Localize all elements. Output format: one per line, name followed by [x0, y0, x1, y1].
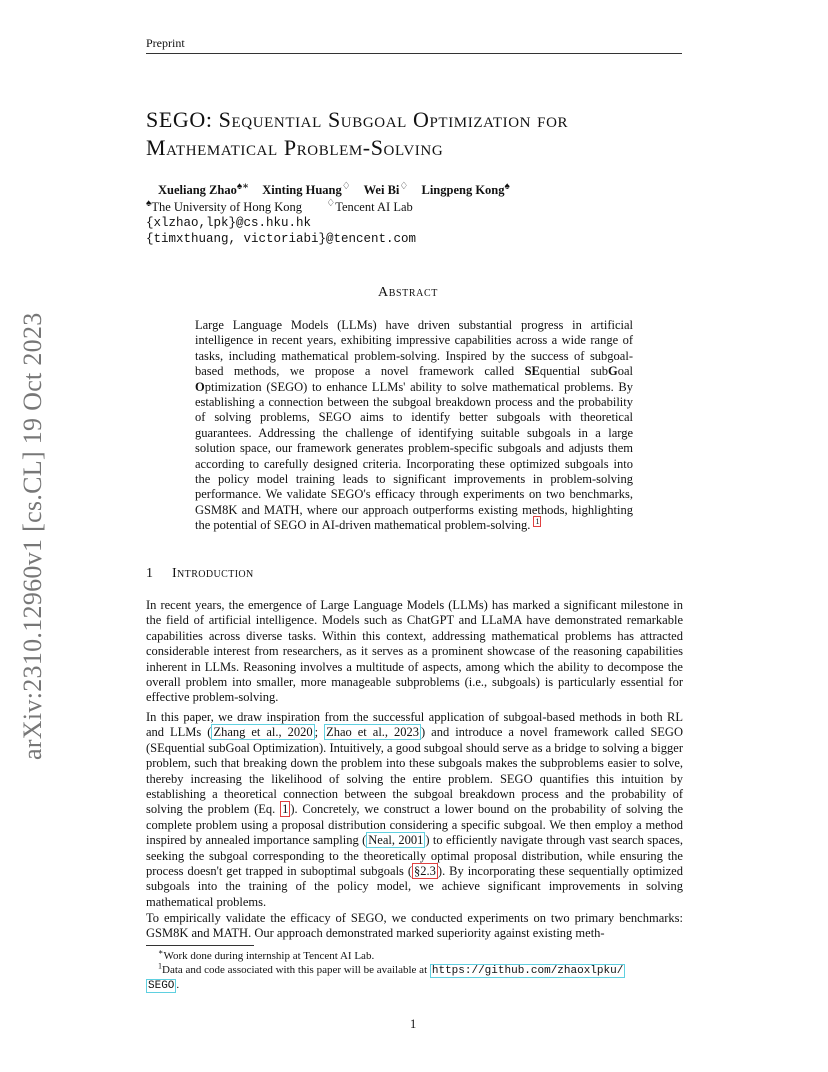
- paper-title: [146, 106, 686, 162]
- author-list: [158, 180, 510, 198]
- email-line-2: {timxthuang, victoriabi}@tencent.com: [146, 232, 417, 246]
- title-line-1: SEGO: Sequential Subgoal Optimization for: [146, 107, 569, 132]
- abstract-heading: Abstract: [378, 285, 438, 300]
- affiliation-tencent: Tencent AI Lab: [335, 200, 413, 214]
- affiliation-mark: ♠: [146, 197, 152, 209]
- section-number: 1: [146, 566, 154, 581]
- paragraph-text: ). Concretely, we construct a lower bound on the probability of solving the complete problem using a proposal distribution considering a specific subgoal. We then employ a method inspired by annealed importance sampling (: [146, 802, 683, 848]
- footnote-2: [146, 963, 683, 993]
- footnote-text: .: [176, 979, 180, 991]
- citation-link[interactable]: Neal, 2001: [368, 833, 424, 848]
- abstract-text: quential sub: [539, 364, 608, 379]
- paragraph-text: ;: [314, 725, 325, 740]
- arxiv-stamp: arXiv:2310.12960v1 [cs.CL] 19 Oct 2023: [18, 312, 47, 760]
- repo-url-link-cont[interactable]: SEGO: [148, 980, 175, 992]
- citation-link[interactable]: Zhang et al., 2020: [213, 725, 313, 740]
- intro-paragraph-3: To empirically validate the efficacy of SEGO, we conducted experiments on two primary benchmarks: GSM8K and MATH. Our approach demonstrated marked superiority against existing meth-: [146, 911, 683, 941]
- abstract-bold: O: [195, 379, 205, 394]
- affiliations: [146, 197, 413, 215]
- abstract-bold: G: [607, 364, 618, 379]
- equation-ref-link[interactable]: 1: [282, 802, 289, 817]
- header-rule: [146, 53, 682, 54]
- section-ref-link[interactable]: §2.3: [414, 864, 436, 879]
- abstract-text: oal: [617, 364, 633, 379]
- affiliation-mark: ♢: [326, 197, 336, 209]
- section-title: Introduction: [172, 566, 254, 581]
- citation-link[interactable]: Zhao et al., 2023: [326, 725, 420, 740]
- paragraph-text: ) to efficiently navigate through vast search spaces, seeking the subgoal corresponding to the theoretically optimal proposal distribution, while ensuring the process doesn't get trapped in suboptimal subgoals (: [146, 833, 683, 879]
- abstract-body: [195, 318, 633, 534]
- title-line-2: Mathematical Problem-Solving: [146, 135, 444, 160]
- author-mark: ♠: [504, 180, 510, 192]
- author-name: Wei Bi: [363, 183, 400, 197]
- section-heading: [146, 566, 254, 582]
- page-number: 1: [410, 1017, 417, 1031]
- author-name: Xinting Huang: [262, 183, 342, 197]
- affiliation-hku: The University of Hong Kong: [151, 200, 302, 214]
- intro-paragraph-1: In recent years, the emergence of Large Language Models (LLMs) has marked a significant milestone in the field of artificial intelligence. Models such as ChatGPT and LLaMA have demonstrated remarkable capabilities across diverse tasks. Within this context, addressing mathematical problems has attracted considerable interest from researchers, as it serves as a prominent showcase of the reasoning capabilities inherent in LLMs. Reasoning involves a multitude of aspects, among which the ability to decompose the overall problem into smaller, more manageable subproblems (i.e., subgoals) is particularly essential for effective problem-solving.: [146, 598, 683, 705]
- footnote-text: Data and code associated with this paper will be available at: [162, 964, 430, 976]
- footnote-rule: [146, 945, 254, 946]
- running-header: Preprint: [146, 36, 185, 50]
- author-mark: ♠∗: [236, 180, 250, 192]
- intro-paragraph-2: [146, 710, 683, 910]
- author-name: Xueliang Zhao: [158, 183, 237, 197]
- footnote-1: [146, 949, 683, 963]
- footnote-mark: 1: [158, 961, 162, 971]
- abstract-text: Large Language Models (LLMs) have driven substantial progress in artificial intelligence in recent years, exhibiting impressive capabilities across a wide range of tasks, including mathematical problem-solving. Inspired by the success of subgoal-based methods, we propose a novel framework called: [195, 318, 633, 379]
- abstract-bold: SE: [524, 364, 540, 379]
- author-name: Lingpeng Kong: [421, 183, 505, 197]
- email-line-1: {xlzhao,lpk}@cs.hku.hk: [146, 216, 312, 230]
- author-mark: ♢: [341, 180, 351, 192]
- footnote-mark: ∗: [158, 947, 164, 957]
- abstract-text: ptimization (SEGO) to enhance LLMs' ability to solve mathematical problems. By establishing a connection between the subgoal breakdown process and the probability of solving problems, SEGO aims to identify better subgoals with theoretical guarantees. Addressing the challenge of identifying suitable subgoals in a large solution space, our framework generates problem-specific subgoals and adjusts them according to carefully designed criteria. Incorporating these optimized subgoals into the policy model training leads to significant improvements in problem-solving performance. We validate SEGO's efficacy through experiments on two benchmarks, GSM8K and MATH, where our approach outperforms existing methods, highlighting the potential of SEGO in AI-driven mathematical problem-solving.: [195, 379, 633, 533]
- paragraph-text: ). By incorporating these sequentially optimized subgoals into the training of the policy model, we achieve significant improvements in solving mathematical problems.: [146, 864, 683, 909]
- repo-url-link[interactable]: https://github.com/zhaoxlpku/: [431, 965, 624, 977]
- author-mark: ♢: [399, 180, 409, 192]
- footnote-text: Work done during internship at Tencent AI Lab.: [163, 950, 375, 962]
- paragraph-text: ) and introduce a novel framework called SEGO (SEquential subGoal Optimization). Intuitively, a good subgoal should serve as a bridge to solving a bigger problem, such that breaking down the problem into these subgoals makes the subproblems easier to solve, thereby increasing the likelihood of solving the entire problem. SEGO quantifies this intuition by establishing a theoretical connection between the subgoal breakdown process and the probability of solving the problem (Eq.: [146, 725, 683, 817]
- paragraph-text: In this paper, we draw inspiration from the successful application of subgoal-based methods in both RL and LLMs (: [146, 710, 683, 740]
- footnote-ref-link[interactable]: 1: [535, 517, 540, 527]
